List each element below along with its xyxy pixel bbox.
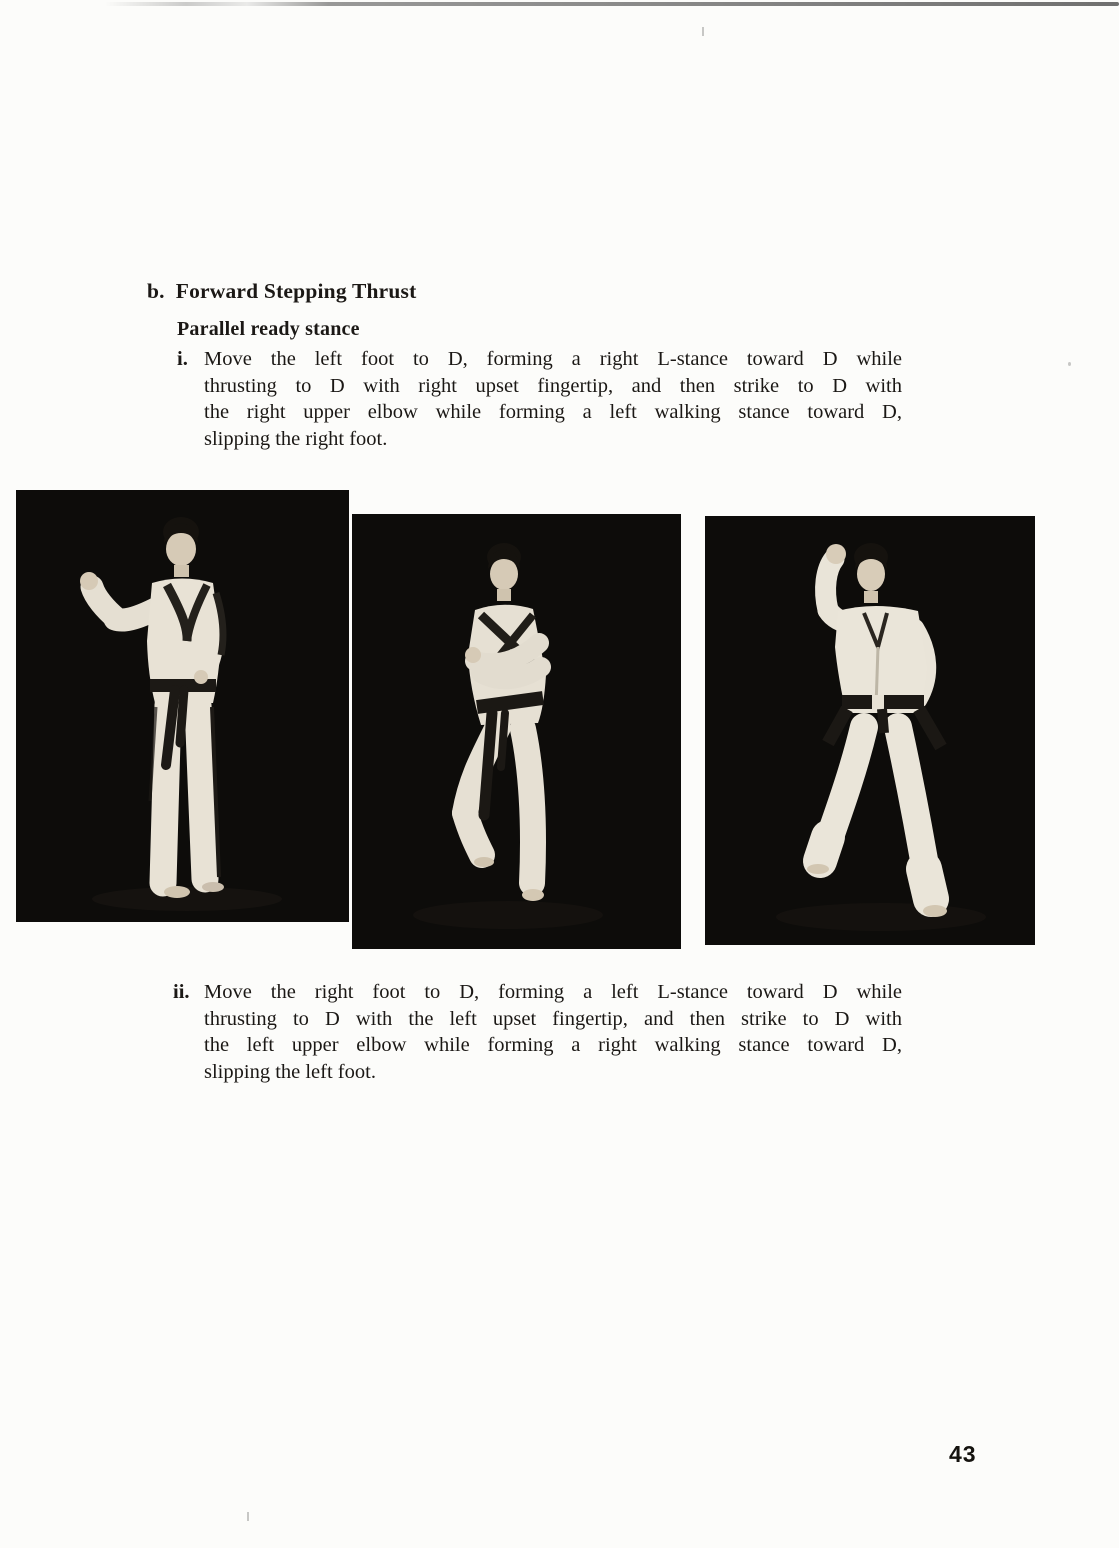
text-line: Move the left foot to D, forming a right L-stance toward D while [204, 348, 902, 370]
text-line: thrusting to D with the left upset fingertip, and then strike to D with [204, 1007, 902, 1030]
step-ii-text [204, 979, 902, 1085]
text-line: slipping the left foot. [204, 1060, 376, 1083]
photo-technique-1 [17, 491, 348, 921]
text-line: the right upper elbow while forming a left walking stance toward D, [204, 401, 902, 424]
text-line: the left upper elbow while forming a right walking stance toward D, [204, 1034, 902, 1057]
martial-artist-figure-crossed-arms [353, 515, 680, 948]
text-line: Move the right foot to D, forming a left L-stance toward D while [204, 981, 902, 1003]
scan-speck [1068, 362, 1071, 366]
section-title: Forward Stepping Thrust [175, 279, 417, 303]
scan-speck [247, 1512, 249, 1521]
section-heading [147, 279, 416, 304]
page-number: 43 [949, 1441, 977, 1467]
martial-artist-figure-arm-raised [706, 517, 1034, 944]
text-line: thrusting to D with right upset fingertip, and then strike to D with [204, 374, 902, 397]
stance-subheading: Parallel ready stance [177, 318, 360, 340]
step-i-marker: i. [177, 348, 188, 370]
martial-artist-figure-ready [17, 491, 348, 921]
instruction-step-i [177, 346, 902, 452]
photo-technique-2 [353, 515, 680, 948]
section-letter: b. [147, 279, 165, 303]
text-line: slipping the right foot. [204, 427, 388, 450]
scan-artifact-line [105, 2, 1119, 6]
instruction-step-ii [173, 979, 902, 1085]
step-i-text [204, 346, 902, 452]
photo-technique-3 [706, 517, 1034, 944]
step-ii-marker: ii. [173, 981, 190, 1003]
scan-speck [702, 27, 704, 36]
